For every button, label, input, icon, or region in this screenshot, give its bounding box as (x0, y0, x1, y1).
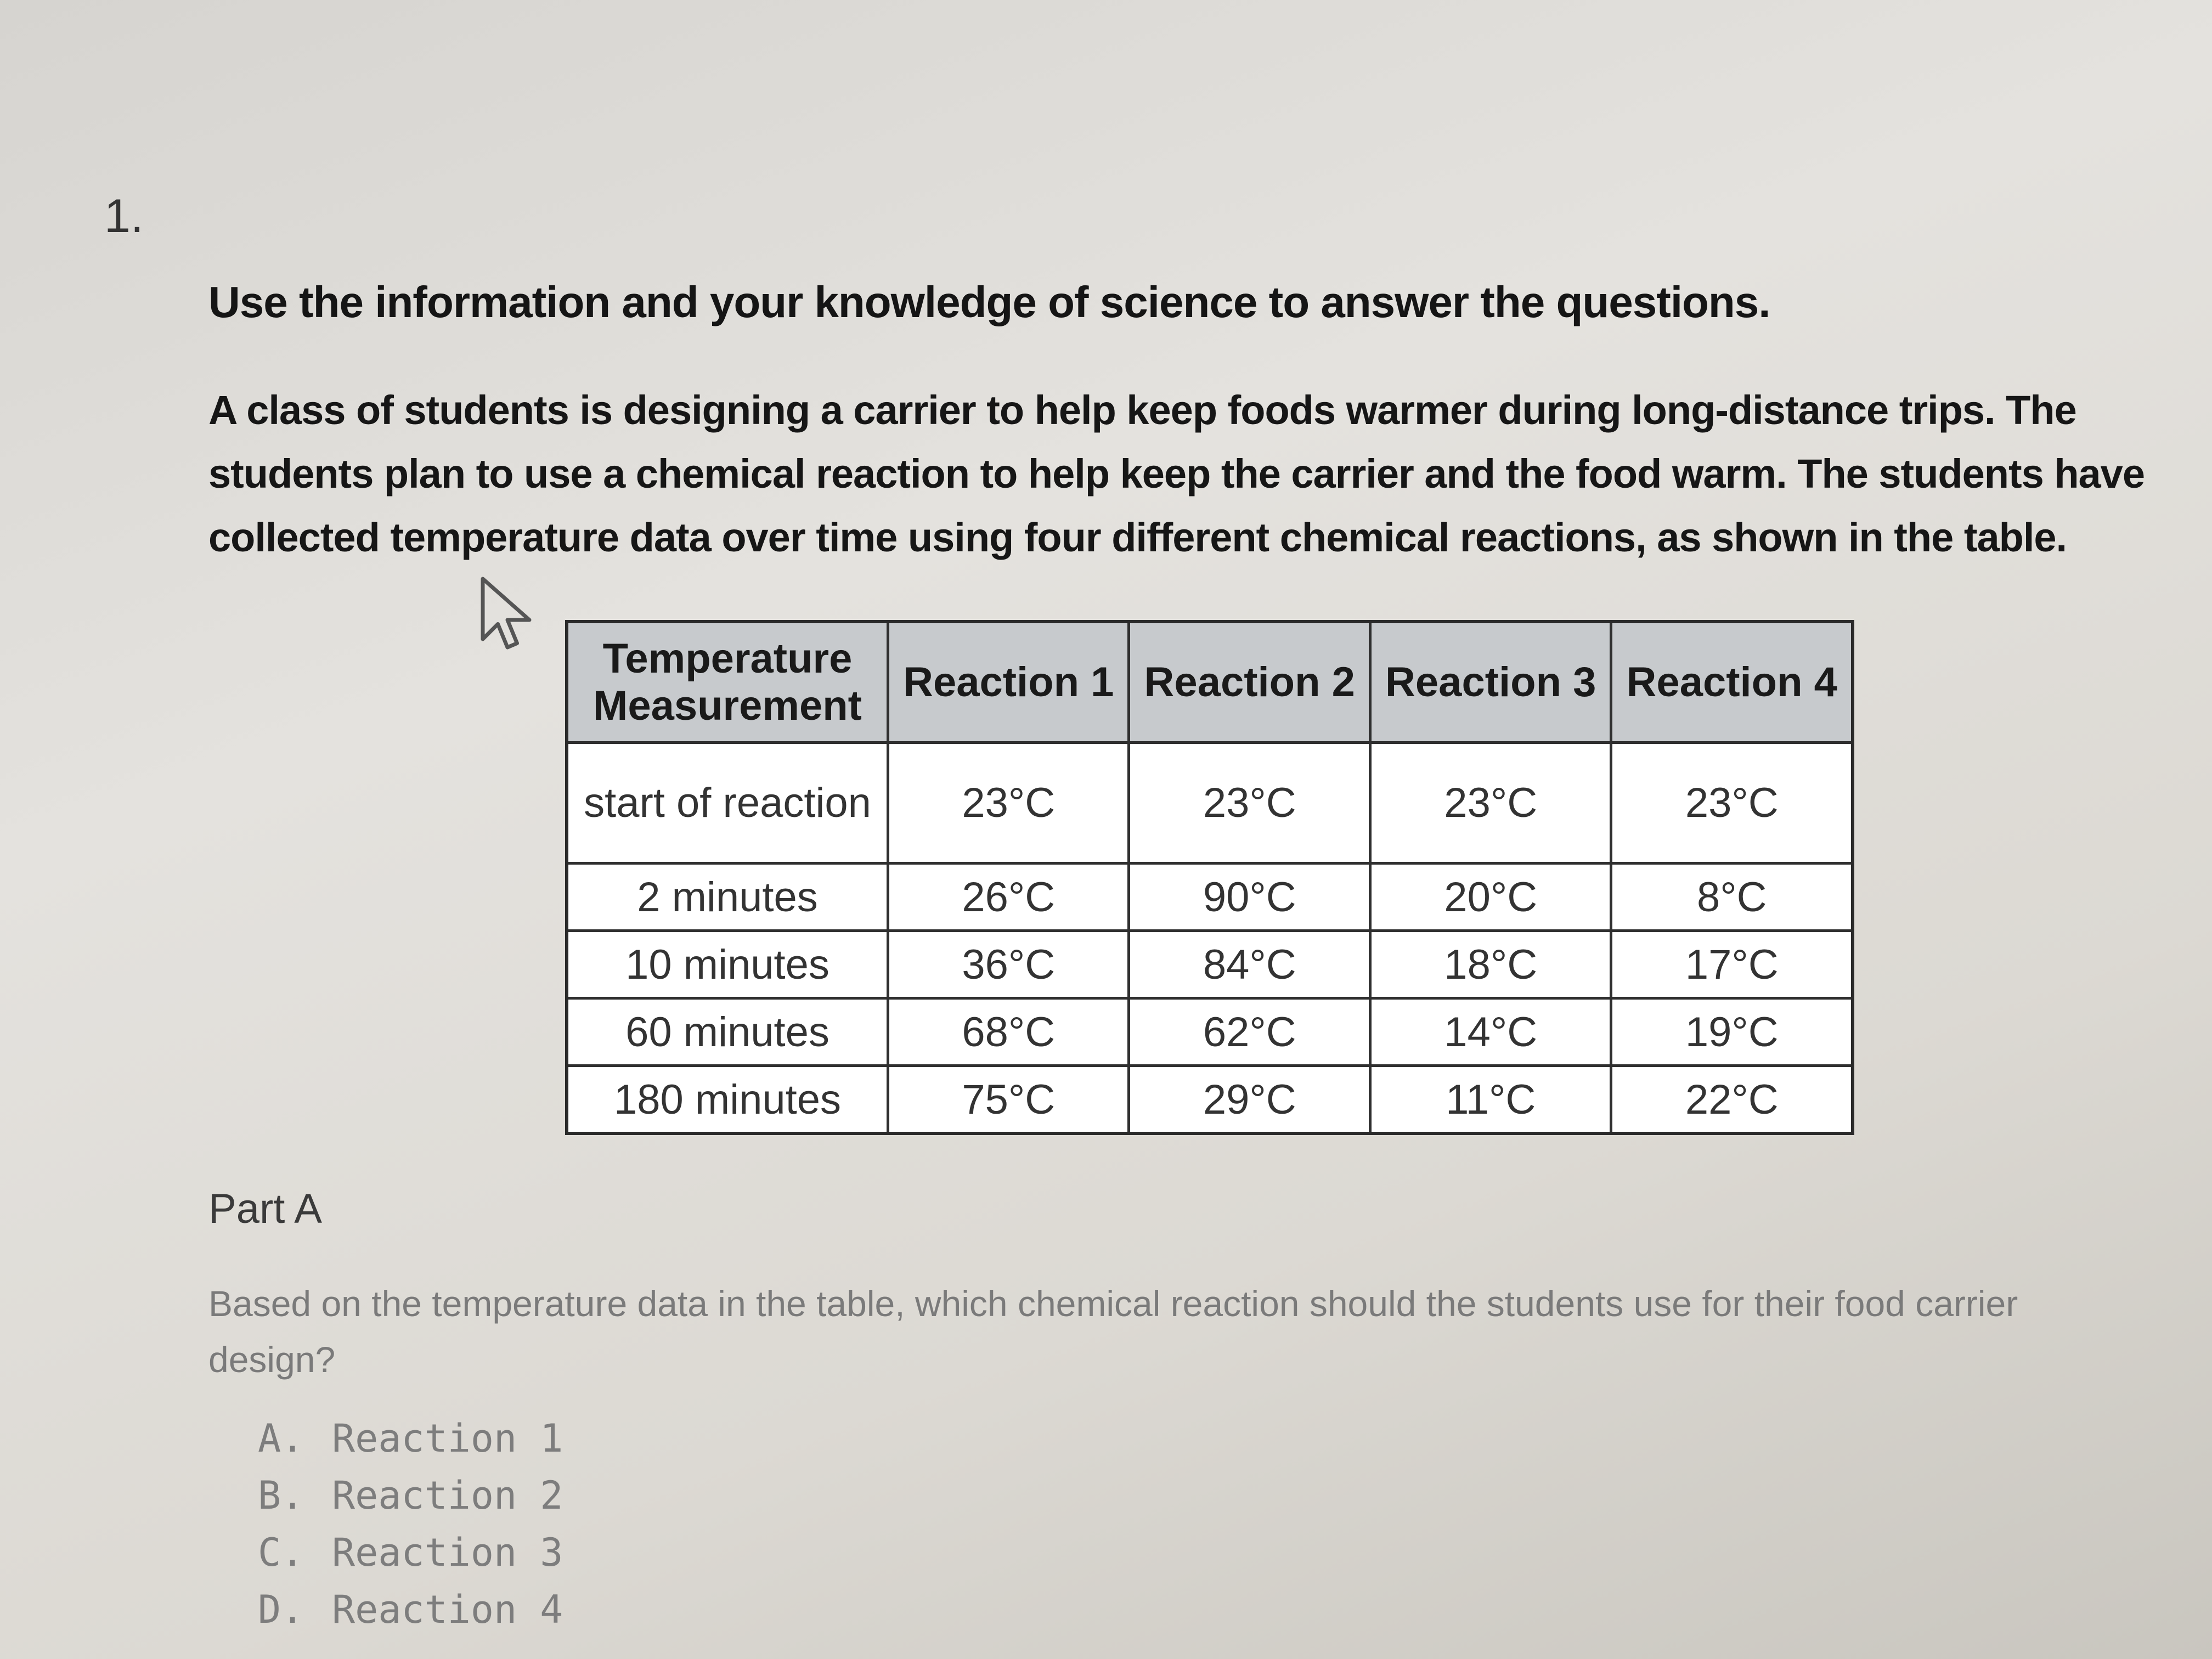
temperature-data-table (565, 620, 1854, 1135)
table-cell: 18°C (1370, 931, 1611, 998)
table-cell: 62°C (1129, 998, 1370, 1066)
answer-options (258, 1410, 563, 1638)
option-letter: B. (258, 1473, 304, 1518)
option-letter: A. (258, 1416, 304, 1461)
column-header: Reaction 2 (1129, 622, 1370, 743)
table-cell: 75°C (888, 1066, 1129, 1134)
table-cell: 26°C (888, 864, 1129, 931)
answer-option-b[interactable] (258, 1467, 563, 1524)
part-a-question: Based on the temperature data in the table, which chemical reaction should the students use for their food carrier design? (208, 1283, 2018, 1380)
table-cell: 23°C (1370, 743, 1611, 864)
table-cell: 23°C (888, 743, 1129, 864)
row-label: 60 minutes (567, 998, 888, 1066)
table-cell: 23°C (1129, 743, 1370, 864)
table-cell: 23°C (1611, 743, 1853, 864)
table-cell: 29°C (1129, 1066, 1370, 1134)
option-text: Reaction 4 (332, 1587, 563, 1632)
table-cell: 8°C (1611, 864, 1853, 931)
answer-option-d[interactable] (258, 1581, 563, 1638)
table-cell: 19°C (1611, 998, 1853, 1066)
table-row (567, 998, 1853, 1066)
table-row (567, 743, 1853, 864)
table-cell: 36°C (888, 931, 1129, 998)
table-header-row (567, 622, 1853, 743)
table-row (567, 864, 1853, 931)
table-cell: 17°C (1611, 931, 1853, 998)
table-cell: 11°C (1370, 1066, 1611, 1134)
row-label: 180 minutes (567, 1066, 888, 1134)
row-label: 10 minutes (567, 931, 888, 998)
column-header: Reaction 3 (1370, 622, 1611, 743)
table-cell: 20°C (1370, 864, 1611, 931)
question-instructions: Use the information and your knowledge of science to answer the questions. (208, 278, 1770, 326)
row-label: 2 minutes (567, 864, 888, 931)
option-letter: C. (258, 1530, 304, 1575)
part-a-title: Part A (208, 1186, 322, 1232)
table-cell: 84°C (1129, 931, 1370, 998)
answer-option-c[interactable] (258, 1524, 563, 1581)
table-row (567, 1066, 1853, 1134)
question-passage: A class of students is designing a carrier to help keep foods warmer during long-distance trips. The students plan to use a chemical reaction to help keep the carrier and the food warm. The students have collected temperature data over time using four different chemical reactions, as shown in the table. (208, 387, 2145, 560)
option-text: Reaction 2 (332, 1473, 563, 1518)
option-letter: D. (258, 1587, 304, 1632)
table-row (567, 931, 1853, 998)
row-label: start of reaction (567, 743, 888, 864)
answer-option-a[interactable] (258, 1410, 563, 1467)
option-text: Reaction 3 (332, 1530, 563, 1575)
question-number: 1. (104, 190, 144, 242)
table-cell: 22°C (1611, 1066, 1853, 1134)
column-header: Reaction 4 (1611, 622, 1853, 743)
column-header: Temperature Measurement (567, 622, 888, 743)
table-cell: 14°C (1370, 998, 1611, 1066)
option-text: Reaction 1 (332, 1416, 563, 1461)
mouse-pointer-icon (477, 573, 543, 656)
table-cell: 90°C (1129, 864, 1370, 931)
column-header: Reaction 1 (888, 622, 1129, 743)
table-cell: 68°C (888, 998, 1129, 1066)
